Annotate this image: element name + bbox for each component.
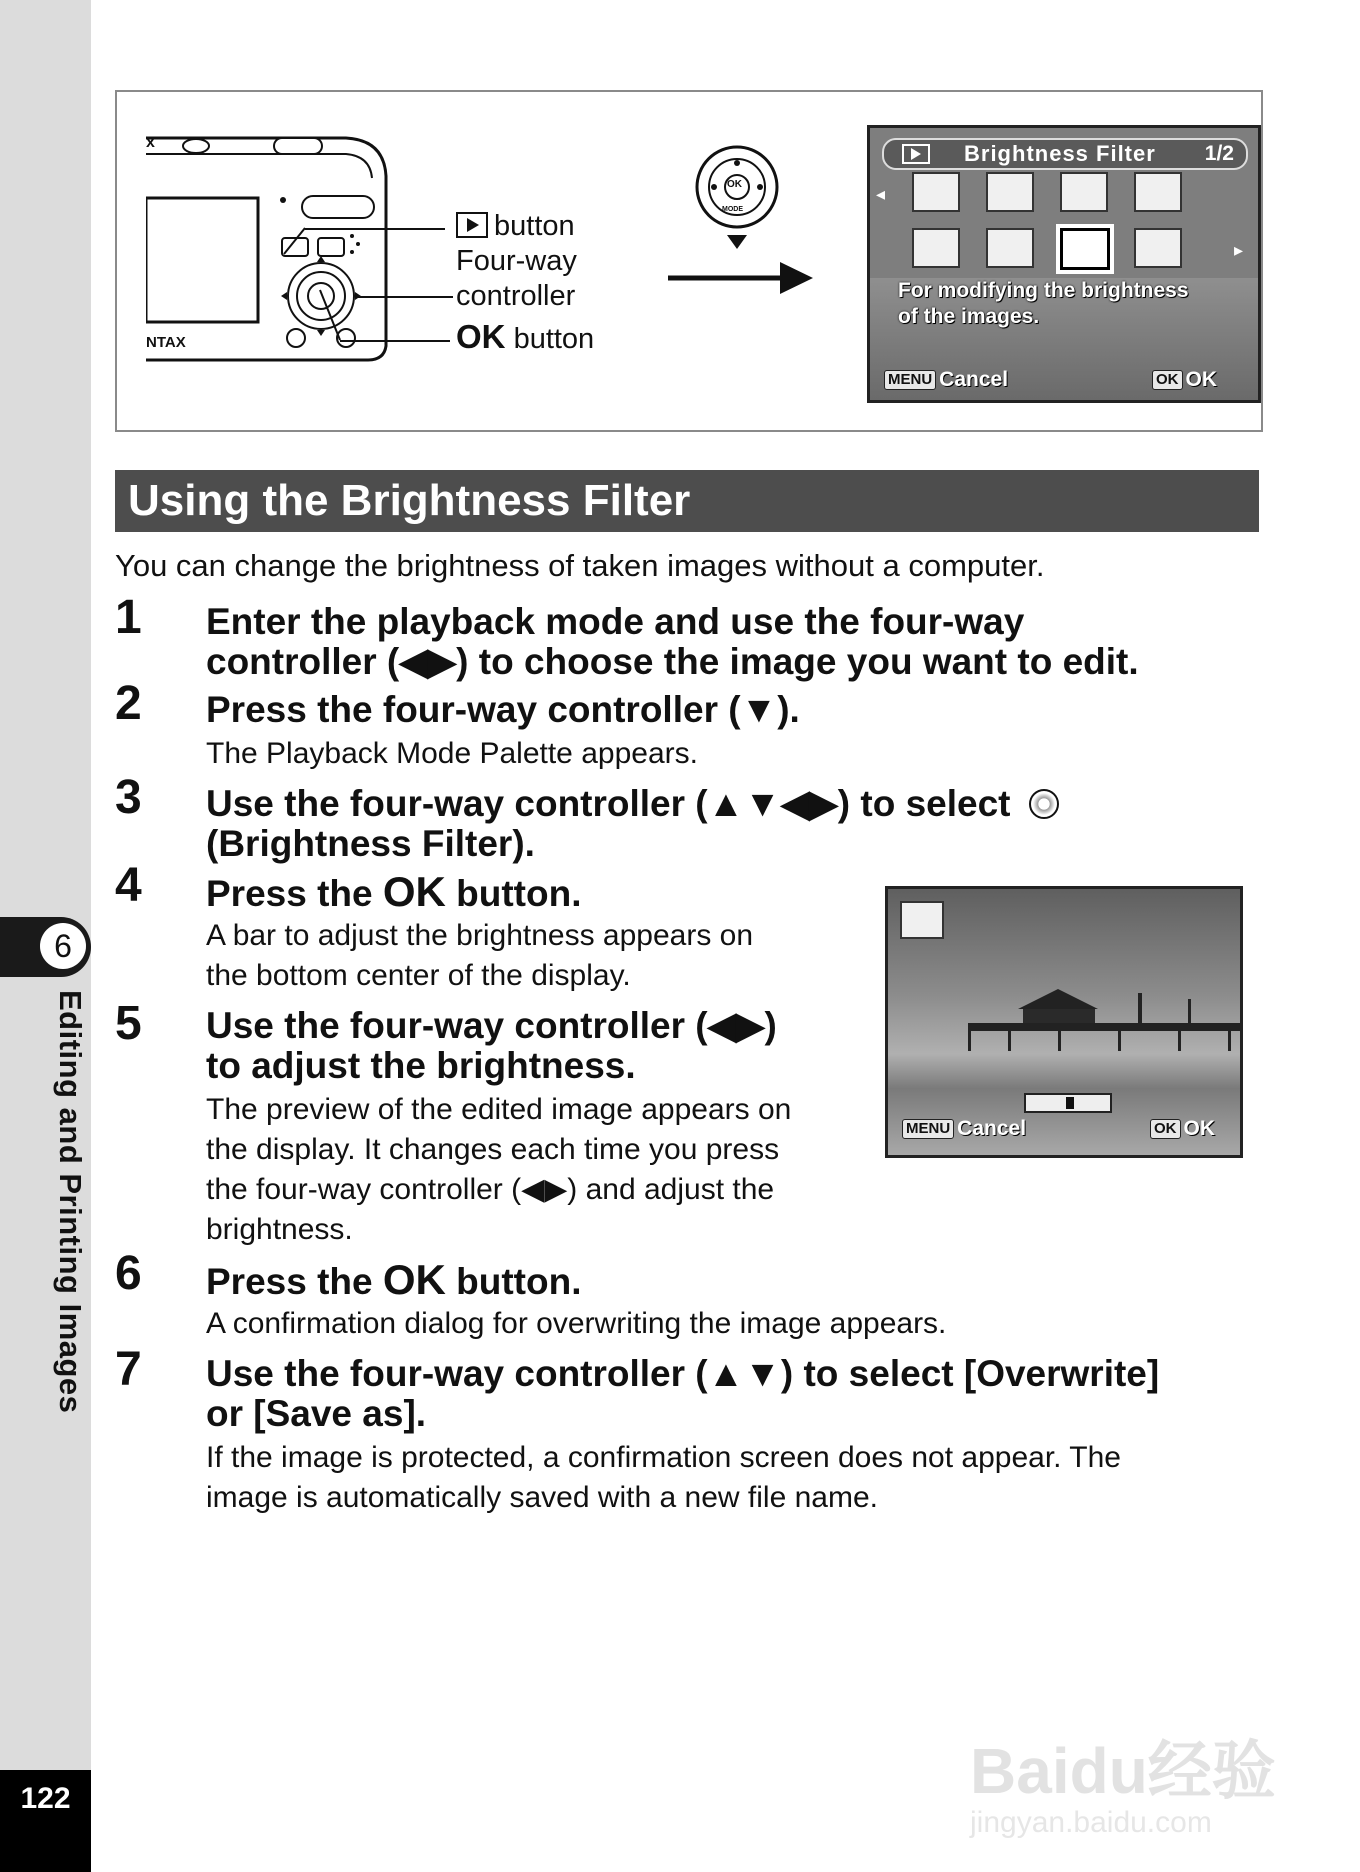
dial-mode-text: MODE xyxy=(722,206,743,213)
step-5-body-line4: brightness. xyxy=(206,1213,353,1246)
step-3-heading-line2: (Brightness Filter). xyxy=(206,823,535,864)
cropping-icon[interactable] xyxy=(1060,172,1108,212)
chapter-number: 6 xyxy=(40,923,86,969)
brightness-filter-icon[interactable] xyxy=(1060,228,1110,270)
dial-ok-text: OK xyxy=(727,179,742,190)
pier-silhouette xyxy=(888,979,1240,1059)
palette-description: For modifying the brightness of the images. xyxy=(898,279,1189,328)
playback-button-label: button xyxy=(456,210,575,243)
step-7-body-line1: If the image is protected, a confirmation screen does not appear. The xyxy=(206,1441,1121,1474)
preview-cancel[interactable]: MENU Cancel xyxy=(902,1117,1026,1141)
step-4-number: 4 xyxy=(115,859,142,912)
step-6-number: 6 xyxy=(115,1247,142,1300)
page-number: 122 xyxy=(20,1782,71,1815)
step-4-body-line1: A bar to adjust the brightness appears on xyxy=(206,919,754,952)
step-2-body: The Playback Mode Palette appears. xyxy=(206,737,698,770)
palette-page: 1/2 xyxy=(1204,142,1234,165)
brightness-adjust-bar[interactable] xyxy=(1024,1093,1112,1113)
playback-icon xyxy=(456,212,488,238)
brightness-filter-icon xyxy=(900,901,944,939)
camera-top-partial-text: x xyxy=(146,134,155,151)
section-title: Using the Brightness Filter xyxy=(128,476,691,525)
step-4-heading: Press the OK button. xyxy=(206,868,582,915)
ok-button-label: OK button xyxy=(456,318,595,355)
step-3-heading-line1: Use the four-way controller (▲▼◀▶) to select xyxy=(206,784,1059,824)
watermark-url: jingyan.baidu.com xyxy=(970,1806,1212,1839)
digital-filter-icon[interactable] xyxy=(986,228,1034,268)
step-6-heading: Press the OK button. xyxy=(206,1256,582,1303)
four-way-label-line2: controller xyxy=(456,280,576,312)
preview-ok[interactable]: OK OK xyxy=(1150,1117,1215,1141)
palette-cancel[interactable]: MENU Cancel xyxy=(884,368,1008,392)
step-7-heading-line1: Use the four-way controller (▲▼) to select [Overwrite] xyxy=(206,1353,1160,1394)
frame-composite-icon[interactable] xyxy=(1134,228,1182,268)
step-5-heading-line2: to adjust the brightness. xyxy=(206,1045,636,1086)
baidu-watermark xyxy=(970,1720,1290,1840)
brightness-filter-icon xyxy=(1029,789,1059,819)
step-1-heading-line2: controller (◀▶) to choose the image you want to edit. xyxy=(206,641,1139,682)
intro-text: You can change the brightness of taken images without a computer. xyxy=(115,548,1045,583)
step-7-body-line2: image is automatically saved with a new file name. xyxy=(206,1481,878,1514)
step-6-body: A confirmation dialog for overwriting the image appears. xyxy=(206,1307,947,1340)
brightness-preview-screen xyxy=(885,886,1243,1158)
step-4-body-line2: the bottom center of the display. xyxy=(206,959,631,992)
resize-icon[interactable] xyxy=(986,172,1034,212)
right-arrow xyxy=(668,258,813,298)
slideshow-icon[interactable] xyxy=(912,172,960,212)
palette-title: Brightness Filter xyxy=(964,141,1156,166)
step-5-body-line2: the display. It changes each time you press xyxy=(206,1133,780,1166)
playback-icon xyxy=(902,144,930,164)
callout-diagonals xyxy=(280,226,380,346)
watermark-brand: Baidu经验 xyxy=(970,1735,1276,1807)
step-3-number: 3 xyxy=(115,771,142,824)
step-5-body-line1: The preview of the edited image appears on xyxy=(206,1093,792,1126)
step-1-heading-line1: Enter the playback mode and use the four-way xyxy=(206,601,1025,642)
chevron-right-icon: ▸ xyxy=(1234,240,1244,260)
palette-screen xyxy=(867,125,1261,403)
palette-header xyxy=(882,138,1248,170)
step-2-heading: Press the four-way controller (▼). xyxy=(206,689,800,730)
palette-ok[interactable]: OK OK xyxy=(1152,368,1217,392)
four-way-label-line1: Four-way xyxy=(456,245,577,277)
step-7-heading-line2: or [Save as]. xyxy=(206,1393,427,1434)
step-7-number: 7 xyxy=(115,1343,142,1396)
camera-brand-text: NTAX xyxy=(146,334,186,351)
chevron-left-icon: ◂ xyxy=(876,184,886,204)
four-way-controller-dial xyxy=(692,145,782,249)
step-2-number: 2 xyxy=(115,677,142,730)
step-1-number: 1 xyxy=(115,591,142,644)
chapter-title: Editing and Printing Images xyxy=(53,990,88,1414)
rotate-icon[interactable] xyxy=(912,228,960,268)
image-copy-icon[interactable] xyxy=(1134,172,1182,212)
step-5-body-line3: the four-way controller (◀▶) and adjust the xyxy=(206,1173,775,1206)
step-5-heading-line1: Use the four-way controller (◀▶) xyxy=(206,1005,777,1046)
step-5-number: 5 xyxy=(115,997,142,1050)
